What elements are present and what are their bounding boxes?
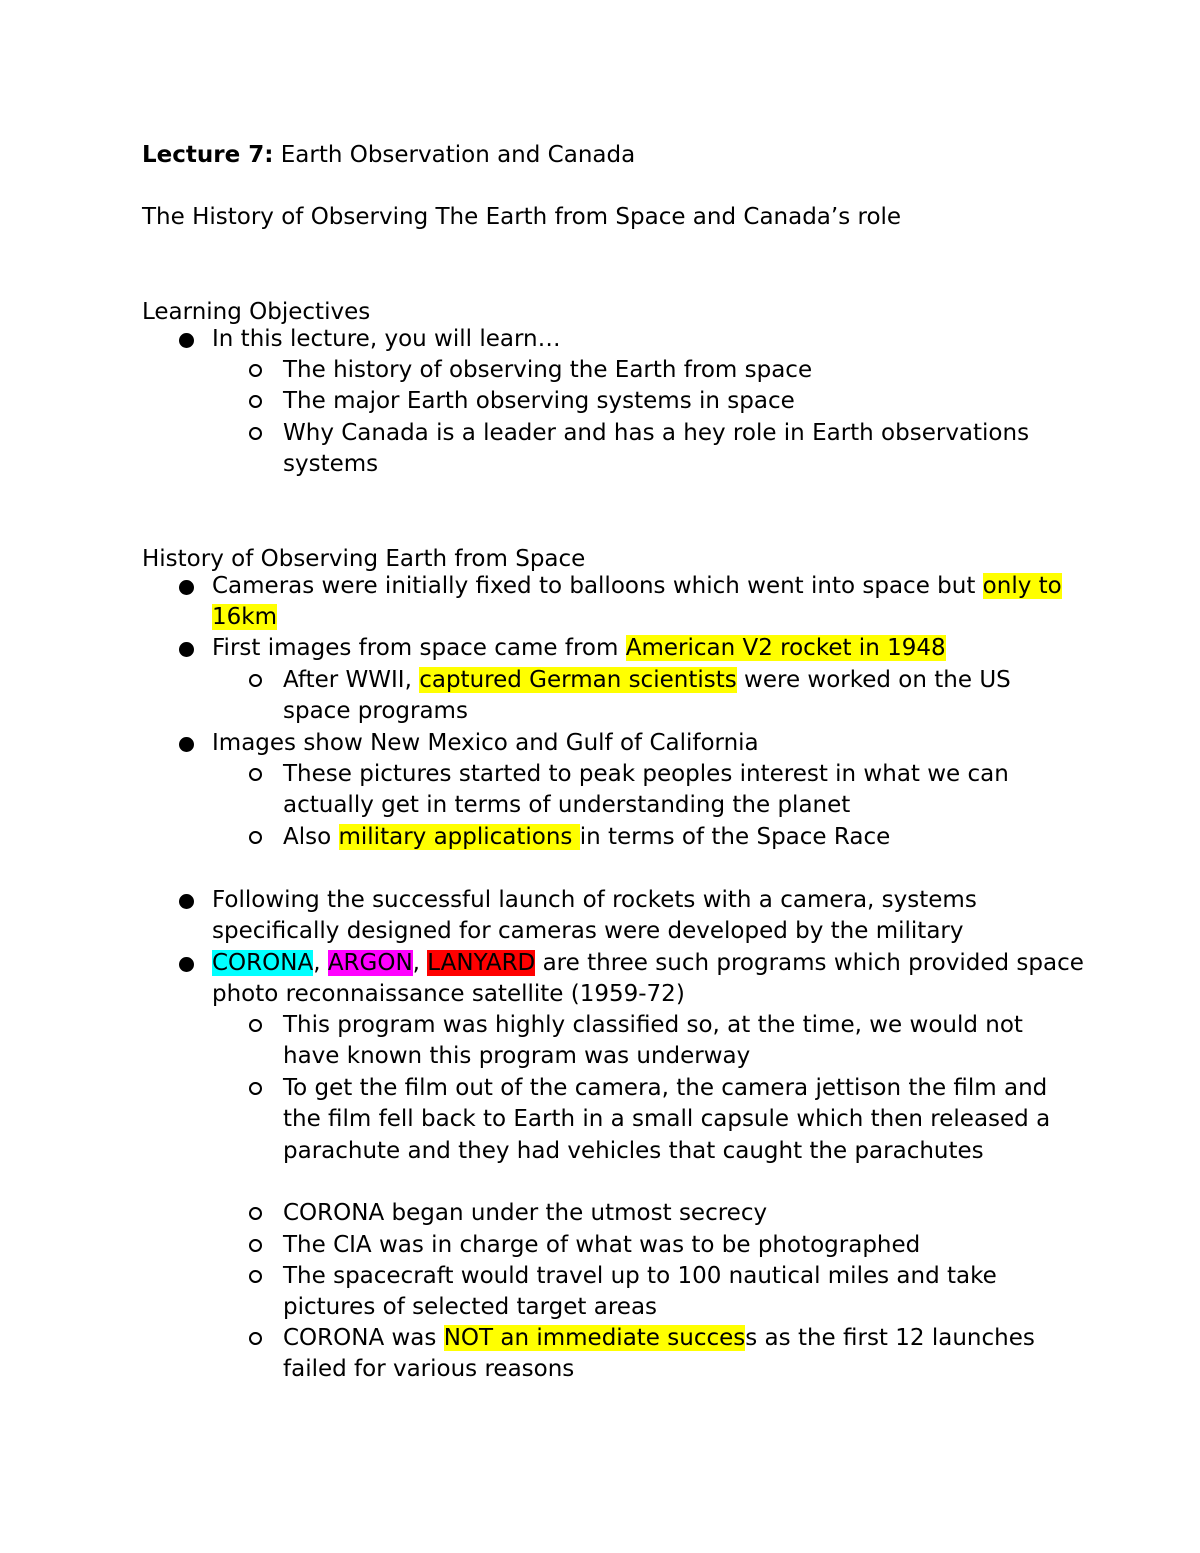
history-bullet-programs: CORONA, ARGON, LANYARD are three such programs which provided space photo reconnaissance satellite (1959-72) — [212, 948, 1092, 1011]
history-sub-classified: This program was highly classified so, at the time, we would not have known this program was underway — [283, 1010, 1083, 1073]
history-sub-secrecy: CORONA began under the utmost secrecy — [283, 1198, 1083, 1229]
title-rest: Earth Observation and Canada — [273, 142, 636, 168]
page-subtitle: The History of Observing The Earth from Space and Canada’s role — [142, 204, 902, 230]
highlight-v2-rocket: American V2 rocket in 1948 — [625, 635, 946, 661]
objectives-intro: In this lecture, you will learn… — [212, 324, 1092, 355]
history-bullet-balloons: Cameras were initially fixed to balloons which went into space but only to 16km — [212, 571, 1092, 634]
history-heading: History of Observing Earth from Space — [142, 546, 586, 572]
title-bold: Lecture 7: — [142, 142, 274, 168]
history-sub-not-success: CORONA was NOT an immediate success as the first 12 launches failed for various reasons — [283, 1323, 1083, 1386]
history-bullet-following: Following the successful launch of rockets with a camera, systems specifically designed for cameras were developed by the military — [212, 885, 1092, 948]
history-sub-film: To get the film out of the camera, the camera jettison the film and the film fell back to Earth in a small capsule which then released a parachute and they had vehicles that caught the parachutes — [283, 1073, 1083, 1167]
objective-item: Why Canada is a leader and has a hey role in Earth observations systems — [283, 418, 1083, 481]
history-sub-military: Also military applications in terms of the Space Race — [283, 822, 1083, 853]
history-bullet-images-show: Images show New Mexico and Gulf of California — [212, 728, 1092, 759]
highlight-only-16km: only to 16km — [212, 573, 1062, 631]
highlight-not-immediate-success: NOT an immediate succes — [443, 1325, 746, 1351]
history-sub-cia: The CIA was in charge of what was to be photographed — [283, 1230, 1083, 1261]
objective-item: The major Earth observing systems in space — [283, 386, 1083, 417]
history-sub-wwii: After WWII, captured German scientists were worked on the US space programs — [283, 665, 1083, 728]
highlight-lanyard: LANYARD — [427, 950, 536, 976]
highlight-military-applications: military applications — [338, 824, 580, 850]
page-title — [142, 140, 635, 171]
highlight-corona: CORONA — [212, 950, 314, 976]
history-sub-interest: These pictures started to peak peoples interest in what we can actually get in terms of understanding the planet — [283, 759, 1083, 822]
highlight-german-scientists: captured German scientists — [419, 667, 737, 693]
highlight-argon: ARGON — [327, 950, 413, 976]
objective-item: The history of observing the Earth from space — [283, 355, 1083, 386]
history-sub-spacecraft: The spacecraft would travel up to 100 nautical miles and take pictures of selected target areas — [283, 1261, 1083, 1324]
objectives-heading: Learning Objectives — [142, 299, 371, 325]
history-bullet-first-images: First images from space came from American V2 rocket in 1948 — [212, 633, 1092, 664]
